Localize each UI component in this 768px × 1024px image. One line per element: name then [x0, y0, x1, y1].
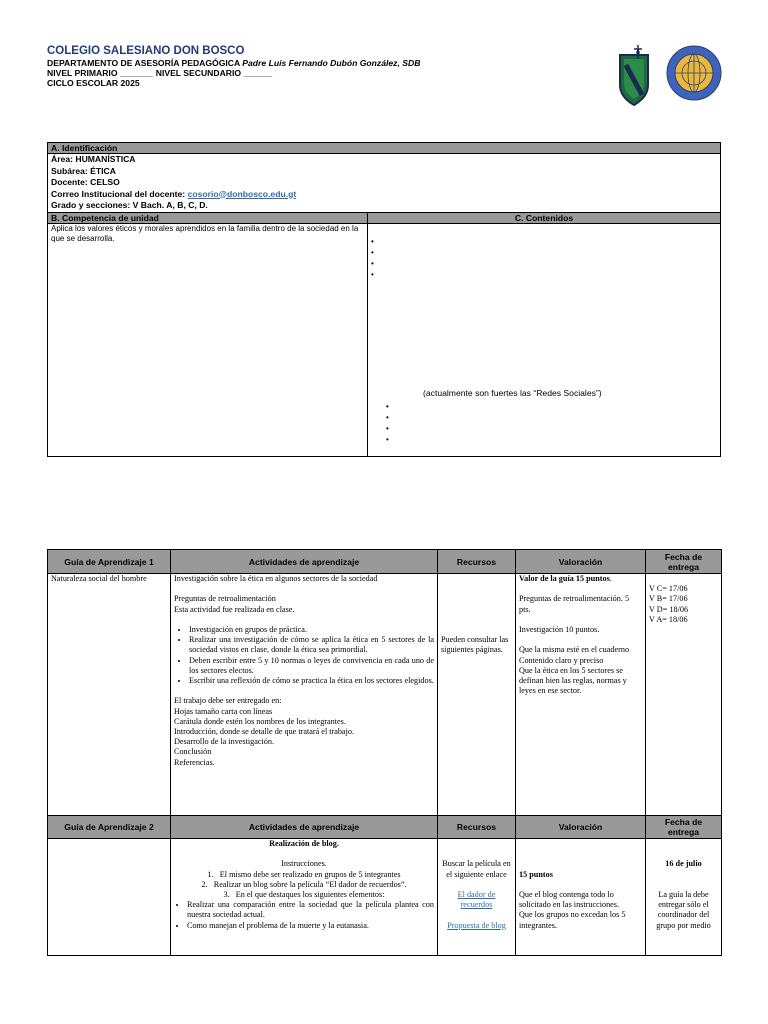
section-a-title: A. Identificación — [48, 143, 721, 154]
activities-header: Actividades de aprendizaje — [171, 550, 438, 574]
document-header — [47, 45, 420, 88]
contents-note: (actualmente son fuertes las “Redes Sociales”) — [423, 387, 602, 398]
email-field — [51, 189, 717, 201]
identification-body — [48, 154, 721, 213]
bullet-point: • — [386, 412, 389, 422]
subarea-field: Subárea: ÉTICA — [51, 165, 116, 176]
guide2-header-row — [48, 816, 722, 839]
list-item: Carátula donde estén los nombres de los integrantes. — [174, 716, 346, 726]
list-item: Conclusión — [174, 747, 212, 757]
school-year: CICLO ESCOLAR 2025 — [47, 78, 140, 88]
teacher-field: Docente: CELSO — [51, 177, 120, 187]
list-item: Que la misma esté en el cuaderno — [519, 645, 630, 655]
list-item: Introducción, donde se detalle de que tratará el trabajo. — [174, 727, 355, 737]
email-label: Correo Institucional del docente: — [51, 188, 188, 199]
guide2-title: Guía de Aprendizaje 2 — [48, 816, 171, 839]
guide2-numbered — [174, 870, 434, 901]
bullet-point: • — [371, 258, 374, 268]
list-item: Hojas tamaño carta con líneas — [174, 706, 273, 716]
date-header: Fecha de entrega — [646, 550, 722, 574]
list-item: Desarrollo de la investigación. — [174, 737, 275, 747]
section-c-title: C. Contenidos — [368, 212, 721, 223]
class-note: Esta actividad fue realizada en clase. — [174, 604, 295, 614]
area-field: Área: HUMANÍSTICA — [51, 154, 136, 164]
guide2-valuation — [516, 839, 646, 956]
bullet-point: • — [371, 269, 374, 279]
valuation-text: Que los grupos no excedan los 5 integrantes. — [519, 910, 626, 930]
resources-header: Recursos — [438, 550, 516, 574]
resources-header: Recursos — [438, 816, 516, 839]
list-item: V B= 17/06 — [649, 594, 688, 604]
date-note: La guía la debe entregar sólo el coordinador del grupo por medio — [656, 890, 711, 930]
level-line: NIVEL PRIMARIO _______ NIVEL SECUNDARIO ______ — [47, 68, 273, 78]
grade-field: Grado y secciones: V Bach. A, B, C, D. — [51, 200, 208, 210]
list-item: • Realizar una investigación de cómo se aplica la ética en 5 sectores de la sociedad vistos en clase, donde la ética sea primordial. — [189, 635, 434, 655]
list-item: • Escribir una reflexión de cómo se practica la ética en los sectores elegidos. — [189, 676, 434, 686]
competence-text: Aplica los valores éticos y morales aprendidos en la familia dentro de la sociedad en la que se desarrolla. — [51, 223, 359, 243]
date-header: Fecha de entrega — [646, 816, 722, 839]
list-item: V C= 17/06 — [649, 584, 688, 594]
guide1-title: Guía de Aprendizaje 1 — [48, 550, 171, 574]
list-item: 2. Realizar un blog sobre la película “El dador de recuerdos”. — [201, 879, 407, 889]
valuation-text: Que el blog contenga todo lo solicitado en las instrucciones. — [519, 890, 620, 910]
list-item-text: En el que destaques los siguientes elementos: — [235, 890, 385, 900]
department-director: Padre Luis Fernando Dubón González, SDB — [242, 58, 421, 68]
bullet-point: • — [386, 423, 389, 433]
guide2-date — [646, 839, 722, 956]
valuation-total: 15 puntos — [519, 869, 553, 879]
due-date: 16 de julio — [665, 859, 702, 869]
guide1-topic: Naturaleza social del hombre — [48, 574, 171, 816]
list-item: V A= 18/06 — [649, 614, 688, 624]
resources-text: Buscar la película en el siguiente enlace — [442, 859, 511, 879]
list-item: • Como manejan el problema de la muerte y la eutanasia. — [187, 921, 434, 931]
bullet-point: • — [371, 247, 374, 257]
list-item: 3. En el que destaques los siguientes elementos: — [223, 890, 385, 900]
humanistic-area-seal — [666, 45, 722, 101]
guide2-bullets — [174, 900, 434, 931]
activity-intro: Investigación sobre la ética en algunos sectores de la sociedad — [174, 574, 378, 583]
list-item: Preguntas de retroalimentación. 5 pts. — [519, 594, 630, 614]
guide1-header-row — [48, 550, 722, 574]
bullet-point: • — [371, 236, 374, 246]
guide1-resources — [438, 574, 516, 816]
list-item-text: Realizar un blog sobre la película “El dador de recuerdos”. — [213, 879, 407, 889]
list-item: • Deben escribir entre 5 y 10 normas o leyes de convivencia en cada uno de los sectores electos. — [189, 656, 434, 676]
contents-cell — [368, 223, 721, 456]
resources-text: Pueden consultar las siguientes páginas. — [441, 634, 509, 654]
guide1-dates — [646, 574, 722, 816]
section-b-title: B. Competencia de unidad — [48, 212, 368, 223]
guide2-resources — [438, 839, 516, 956]
list-item: 1. El mismo debe ser realizado en grupos de 5 integrantes — [207, 869, 401, 879]
valuation-header: Valoración — [516, 816, 646, 839]
department-line — [47, 58, 420, 68]
list-item: Referencias. — [174, 757, 215, 767]
bullet-point: • — [386, 401, 389, 411]
list-item: • Investigación en grupos de práctica. — [189, 625, 434, 635]
blog-title: Realización de blog. — [269, 839, 339, 848]
guide1-row — [48, 574, 722, 816]
list-item: V D= 18/06 — [649, 604, 689, 614]
bullet-point: • — [386, 434, 389, 444]
movie-link[interactable]: El dador de recuerdos — [457, 890, 496, 910]
list-item: • Realizar una comparación entre la sociedad que la película plantea con nuestra sociedad actual. — [187, 900, 434, 920]
blog-proposal-link[interactable]: Propuesta de blog — [447, 920, 506, 930]
guide1-activities — [171, 574, 438, 816]
valuation-header: Valoración — [516, 550, 646, 574]
guide2-activities — [171, 839, 438, 956]
valuation-total: Valor de la guía 15 puntos — [519, 574, 610, 583]
list-item-text: El mismo debe ser realizado en grupos de 5 integrantes — [219, 869, 401, 879]
guides-table — [47, 549, 722, 956]
list-item: Contenido claro y preciso — [519, 655, 604, 665]
list-item: Investigación 10 puntos. — [519, 625, 600, 635]
guide1-valuation: Valor de la guía 15 puntos. Preguntas de retroalimentación. 5 pts. Investigación 10 puntos. Que la misma esté en el cuaderno Contenido claro y preciso Que la ética en los 5 sectores se definan bien las reglas, normas y leyes en ese sector. — [516, 574, 646, 816]
guide2-row — [48, 839, 722, 956]
email-link[interactable]: cosorio@donbosco.edu.gt — [187, 188, 297, 199]
instructions-label: Instrucciones. — [281, 859, 327, 869]
competence-cell — [48, 223, 368, 456]
activities-header: Actividades de aprendizaje — [171, 816, 438, 839]
list-item: Que la ética en los 5 sectores se definan bien las reglas, normas y leyes en ese sector. — [519, 665, 627, 696]
guide1-bullets — [174, 625, 434, 686]
department-name: DEPARTAMENTO DE ASESORÍA PEDAGÓGICA — [47, 58, 240, 68]
list-item: El trabajo debe ser entregado en: — [174, 696, 282, 706]
identification-table — [47, 142, 721, 457]
feedback-questions: Preguntas de retroalimentación — [174, 594, 276, 604]
school-name: COLEGIO SALESIANO DON BOSCO — [47, 45, 245, 57]
guide2-topic — [48, 839, 171, 956]
